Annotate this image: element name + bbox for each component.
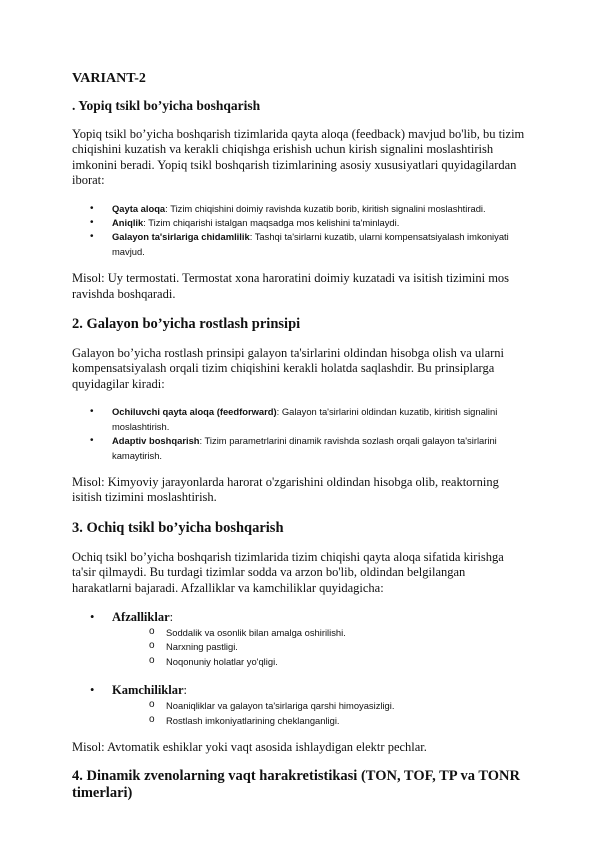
sub-list-item <box>149 640 526 654</box>
bullet-icon: • <box>90 406 94 418</box>
section-3-title: 3. Ochiq tsikl bo’yicha boshqarish <box>72 519 284 536</box>
pros-sublist <box>112 626 526 669</box>
section-2-title: 2. Galayon bo’yicha rostlash prinsipi <box>72 316 301 333</box>
sub-list-item-text: Noqonuniy holatlar yo'qligi. <box>166 655 278 667</box>
section-3-example: Misol: Avtomatik eshiklar yoki vaqt asosida ishlaydigan elektr pechlar. <box>72 739 427 754</box>
circle-bullet-icon: o <box>149 625 155 637</box>
section-3-intro: Ochiq tsikl bo’yicha boshqarish tizimlarida tizim chiqishi qayta aloqa sifatida kirishga ta'sir qilmaydi. Bu turdagi tizimlar sodda va arzon bo'lib, oldindan belgilangan harakatlarni bajaradi. Afzalliklar va kamchiliklar quyidagicha: <box>72 549 504 595</box>
list-item-term: Adaptiv boshqarish <box>112 435 200 447</box>
bullet-icon: • <box>90 217 94 229</box>
bullet-icon: • <box>90 231 94 243</box>
section-2-list <box>72 405 526 463</box>
list-item-text: : Tizim parametrlarini dinamik ravishda sozlash orqali galayon ta'sirlarini kamaytirish. <box>112 435 497 461</box>
list-item <box>90 230 526 259</box>
section-4-title: 4. Dinamik zvenolarning vaqt harakretistikasi (TON, TOF, TP va TONR timerlari) <box>72 768 520 802</box>
list-item-text: : Tizim chiqishini doimiy ravishda kuzatib borib, kiritish signalini moslashtiradi. <box>165 202 486 214</box>
sub-list-item <box>149 714 526 728</box>
bullet-icon: • <box>90 435 94 447</box>
sub-list-item-text: Narxning pastligi. <box>166 641 238 653</box>
section-1-list <box>72 202 526 260</box>
list-item-term: Aniqlik <box>112 217 144 229</box>
circle-bullet-icon: o <box>149 699 155 711</box>
section-1-example: Misol: Uy termostati. Termostat xona haroratini doimiy kuzatadi va isitish tizimini mos ravishda boshqaradi. <box>72 271 510 301</box>
sub-list-item <box>149 655 526 669</box>
sub-list-item-text: Noaniqliklar va galayon ta'sirlariga qarshi himoyasizligi. <box>166 700 395 712</box>
colon: : <box>169 609 174 624</box>
list-item-text: : Tizim chiqarishi istalgan maqsadga mos kelishini ta'minlaydi. <box>143 217 400 229</box>
circle-bullet-icon: o <box>149 640 155 652</box>
list-item-text: : Tashqi ta'sirlarni kuzatib, ularni kompensatsiyalash imkoniyati mavjud. <box>112 231 509 257</box>
list-item-term: Qayta aloqa <box>112 202 166 214</box>
list-item <box>90 202 526 216</box>
sub-list-item-text: Soddalik va osonlik bilan amalga oshirilishi. <box>166 626 346 638</box>
pros-label: Afzalliklar <box>112 609 170 624</box>
colon: : <box>183 683 188 698</box>
list-item-text: : Galayon ta'sirlarini oldindan kuzatib, kiritish signalini moslashtirish. <box>112 406 498 432</box>
circle-bullet-icon: o <box>149 713 155 725</box>
list-item <box>90 434 526 463</box>
sub-list-item-text: Rostlash imkoniyatlarining cheklanganligi. <box>166 714 340 726</box>
bullet-icon: • <box>90 202 94 214</box>
list-item <box>90 405 526 434</box>
section-1-title: . Yopiq tsikl bo’yicha boshqarish <box>72 98 261 113</box>
list-item-term: Ochiluvchi qayta aloqa (feedforward) <box>112 406 277 418</box>
section-2-example: Misol: Kimyoviy jarayonlarda harorat o'zgarishini oldindan hisobga olib, reaktorning isitish tizimini moslashtirish. <box>72 474 499 505</box>
cons-sublist <box>112 699 526 728</box>
circle-bullet-icon: o <box>149 654 155 666</box>
section-2-intro: Galayon bo’yicha rostlash prinsipi galayon ta'sirlarini oldindan hisobga olish va ularni kompensatsiyalash orqali tizim chiqishini kerakli holatda saqlashdir. Bu prinsiplarga quyidagilar kiradi: <box>72 346 505 391</box>
section-1-intro: Yopiq tsikl bo’yicha boshqarish tizimlarida qayta aloqa (feedback) mavjud bo'lib, bu tizim chiqishini kuzatish va kerakli chiqishga erishish uchun kirish signalini moslashtirish imkonini beradi. Yopiq tsikl boshqarish tizimlarining asosiy xususiyatlari quyidagilardan iborat: <box>72 127 525 188</box>
bullet-icon: • <box>90 609 95 624</box>
cons-label: Kamchiliklar <box>112 683 184 698</box>
list-item-term: Galayon ta'sirlariga chidamlilik <box>112 231 250 243</box>
bullet-icon: • <box>90 683 95 698</box>
pros-item <box>90 610 526 669</box>
variant-heading: VARIANT-2 <box>72 71 146 86</box>
list-item <box>90 216 526 230</box>
sub-list-item <box>149 626 526 640</box>
section-3-list <box>72 610 526 728</box>
cons-item <box>90 683 526 728</box>
sub-list-item <box>149 699 526 713</box>
